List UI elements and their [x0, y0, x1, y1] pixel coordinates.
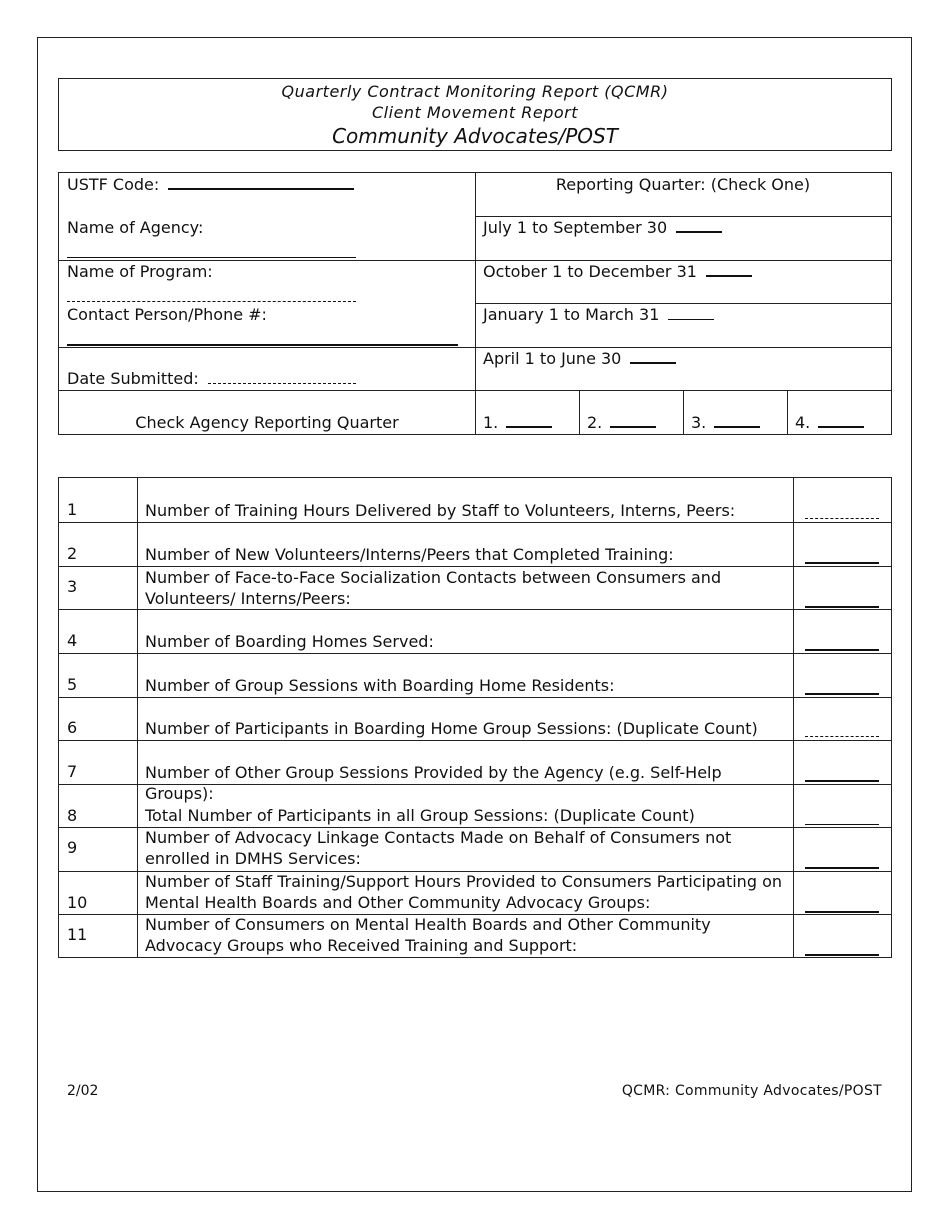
quarter-option-4[interactable]: April 1 to June 30: [483, 349, 676, 368]
table-row: 5 Number of Group Sessions with Boarding Home Residents:: [59, 653, 891, 697]
quarter-option-2[interactable]: October 1 to December 31: [483, 262, 752, 281]
table-row: 4 Number of Boarding Homes Served:: [59, 609, 891, 653]
answer-field[interactable]: [805, 562, 879, 564]
answer-field[interactable]: [805, 867, 879, 869]
table-row: 2 Number of New Volunteers/Interns/Peers that Completed Training:: [59, 522, 891, 566]
quarter-check-4[interactable]: 4.: [795, 413, 864, 432]
table-row: 10 Number of Staff Training/Support Hours Provided to Consumers Participating on Mental Health Boards and Other Community Advocacy Groups:: [59, 871, 891, 914]
table-row: 6 Number of Participants in Boarding Home Group Sessions: (Duplicate Count): [59, 697, 891, 740]
quarter-check-1[interactable]: 1.: [483, 413, 552, 432]
check-quarter-label: Check Agency Reporting Quarter: [135, 413, 399, 432]
program-name-input[interactable]: [67, 301, 356, 302]
table-row: 3 Number of Face-to-Face Socialization Contacts between Consumers and Volunteers/ Interns/Peers:: [59, 566, 891, 609]
program-name-label: Name of Program:: [67, 262, 213, 281]
answer-field[interactable]: [805, 649, 879, 651]
answer-field[interactable]: [805, 518, 879, 519]
answer-field[interactable]: [805, 954, 879, 956]
contact-person-label: Contact Person/Phone #:: [67, 305, 267, 324]
report-subtitle: Client Movement Report: [372, 103, 578, 122]
table-row: 9 Number of Advocacy Linkage Contacts Made on Behalf of Consumers not enrolled in DMHS Services:: [59, 827, 891, 871]
answer-field[interactable]: [805, 780, 879, 782]
title-block: [58, 78, 892, 151]
answer-field[interactable]: [805, 911, 879, 913]
quarter-option-1[interactable]: July 1 to September 30: [483, 218, 722, 237]
agency-name-input[interactable]: [67, 257, 356, 258]
date-submitted-field[interactable]: [67, 369, 356, 388]
answer-field[interactable]: [805, 824, 879, 825]
ustf-code-input[interactable]: [168, 187, 354, 190]
quarter-check-2[interactable]: 2.: [587, 413, 656, 432]
measures-table: [58, 477, 892, 958]
agency-info-table: [58, 172, 892, 435]
agency-name-label: Name of Agency:: [67, 218, 204, 237]
contact-person-input[interactable]: [67, 344, 458, 346]
date-submitted-label: Date Submitted:: [67, 369, 199, 388]
revision-date: 2/02: [67, 1083, 99, 1099]
quarter-option-3[interactable]: January 1 to March 31: [483, 305, 714, 324]
ustf-code-label: USTF Code:: [67, 175, 160, 194]
answer-field[interactable]: [805, 693, 879, 695]
program-title: Community Advocates/POST: [332, 124, 618, 148]
table-row: 8 Total Number of Participants in all Group Sessions: (Duplicate Count): [59, 784, 891, 827]
answer-field[interactable]: [805, 606, 879, 608]
table-row: 1 Number of Training Hours Delivered by Staff to Volunteers, Interns, Peers:: [59, 478, 891, 522]
answer-field[interactable]: [805, 736, 879, 737]
quarter-check-3[interactable]: 3.: [691, 413, 760, 432]
report-title: Quarterly Contract Monitoring Report (QCMR): [281, 82, 669, 101]
date-submitted-input[interactable]: [208, 382, 356, 384]
ustf-code-field[interactable]: [67, 175, 354, 194]
reporting-quarter-label: Reporting Quarter: (Check One): [555, 175, 811, 194]
table-row: 7 Number of Other Group Sessions Provided by the Agency (e.g. Self-Help Groups):: [59, 740, 891, 784]
footer-title: QCMR: Community Advocates/POST: [621, 1083, 882, 1099]
table-row: 11 Number of Consumers on Mental Health Boards and Other Community Advocacy Groups who Received Training and Support:: [59, 914, 891, 957]
